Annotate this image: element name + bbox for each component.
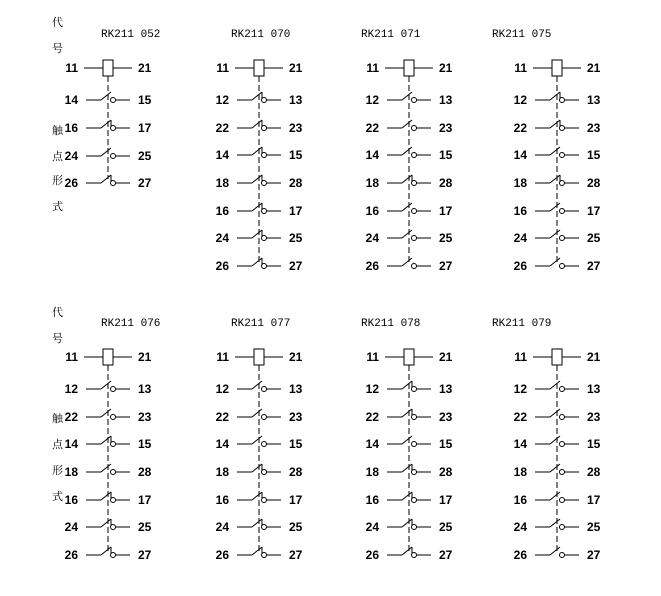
side-label-char: 号 [52, 332, 63, 345]
contact-blade [402, 147, 412, 155]
contact-terminal [560, 553, 565, 558]
contact-terminal [111, 415, 116, 420]
terminal-label: 17 [587, 204, 601, 218]
side-label-char: 形 [52, 464, 63, 477]
terminal-label: 14 [215, 437, 229, 451]
terminal-label: 26 [215, 259, 229, 273]
coil-symbol [254, 349, 264, 365]
terminal-label: 17 [138, 121, 152, 135]
terminal-label: 16 [513, 204, 527, 218]
contact-blade [252, 258, 262, 266]
side-label-char: 式 [52, 490, 63, 503]
terminal-label: 15 [439, 437, 453, 451]
terminal-label: 21 [587, 61, 601, 75]
contact-blade [402, 92, 412, 100]
terminal-label: 18 [215, 465, 229, 479]
terminal-label: 12 [513, 382, 527, 396]
contact-blade [550, 92, 560, 100]
terminal-label: 27 [587, 548, 601, 562]
contact-terminal [560, 498, 565, 503]
contact-terminal [111, 154, 116, 159]
terminal-label: 14 [513, 148, 527, 162]
terminal-label: 25 [289, 520, 303, 534]
terminal-label: 24 [215, 520, 229, 534]
group-title: RK211 079 [492, 318, 552, 330]
terminal-label: 18 [513, 465, 527, 479]
contact-blade [101, 381, 111, 389]
contact-blade [101, 148, 111, 156]
terminal-label: 22 [215, 121, 229, 135]
side-label-char: 触 [52, 412, 63, 425]
terminal-label: 11 [216, 350, 229, 364]
terminal-label: 17 [289, 493, 303, 507]
contact-blade [101, 409, 111, 417]
terminal-label: 25 [289, 231, 303, 245]
terminal-label: 13 [587, 93, 601, 107]
terminal-label: 22 [64, 410, 78, 424]
contact-blade [550, 203, 560, 211]
contact-blade [252, 92, 262, 100]
terminal-label: 28 [587, 465, 601, 479]
terminal-label: 15 [587, 437, 601, 451]
terminal-label: 12 [215, 93, 229, 107]
coil-symbol [254, 60, 264, 76]
terminal-label: 22 [365, 410, 379, 424]
terminal-label: 15 [587, 148, 601, 162]
terminal-label: 15 [138, 93, 152, 107]
terminal-label: 24 [215, 231, 229, 245]
contact-blade [550, 175, 560, 183]
terminal-label: 16 [215, 204, 229, 218]
terminal-label: 27 [439, 548, 453, 562]
terminal-label: 21 [138, 61, 152, 75]
coil-symbol [103, 60, 113, 76]
terminal-label: 24 [64, 149, 78, 163]
contact-blade [402, 381, 412, 389]
terminal-label: 23 [587, 410, 601, 424]
contact-blade [101, 175, 111, 183]
contact-blade [252, 147, 262, 155]
side-label-char: 点 [52, 438, 63, 451]
terminal-label: 25 [439, 231, 453, 245]
terminal-label: 23 [138, 410, 152, 424]
terminal-label: 26 [215, 548, 229, 562]
terminal-label: 13 [439, 382, 453, 396]
side-label-char: 形 [52, 174, 63, 187]
terminal-label: 11 [514, 61, 527, 75]
terminal-label: 18 [513, 176, 527, 190]
contact-blade [101, 120, 111, 128]
terminal-label: 24 [365, 231, 379, 245]
side-label-char: 式 [52, 200, 63, 213]
terminal-label: 25 [587, 520, 601, 534]
terminal-label: 21 [289, 61, 303, 75]
side-label-char: 点 [52, 150, 63, 163]
side-label-char: 号 [52, 42, 63, 55]
terminal-label: 25 [439, 520, 453, 534]
contact-terminal [412, 98, 417, 103]
terminal-label: 22 [513, 410, 527, 424]
contact-terminal [560, 525, 565, 530]
contact-blade [550, 547, 560, 555]
terminal-label: 27 [439, 259, 453, 273]
contact-blade [550, 464, 560, 472]
contact-blade [402, 492, 412, 500]
contact-terminal [412, 126, 417, 131]
terminal-label: 26 [64, 548, 78, 562]
terminal-label: 11 [366, 61, 379, 75]
terminal-label: 13 [289, 382, 303, 396]
terminal-label: 26 [365, 259, 379, 273]
terminal-label: 12 [64, 382, 78, 396]
contact-blade [402, 464, 412, 472]
terminal-label: 24 [513, 231, 527, 245]
group-title: RK211 077 [231, 318, 291, 330]
coil-symbol [404, 349, 414, 365]
contact-blade [402, 547, 412, 555]
terminal-label: 17 [138, 493, 152, 507]
terminal-label: 28 [439, 176, 453, 190]
contact-terminal [412, 153, 417, 158]
contact-blade [550, 258, 560, 266]
terminal-label: 28 [289, 176, 303, 190]
terminal-label: 15 [138, 437, 152, 451]
terminal-label: 11 [65, 350, 78, 364]
contact-blade [252, 519, 262, 527]
terminal-label: 17 [289, 204, 303, 218]
contact-blade [550, 147, 560, 155]
terminal-label: 28 [138, 465, 152, 479]
terminal-label: 16 [64, 121, 78, 135]
terminal-label: 25 [138, 149, 152, 163]
terminal-label: 26 [365, 548, 379, 562]
contact-blade [550, 230, 560, 238]
group-title: RK211 076 [101, 318, 161, 330]
terminal-label: 25 [138, 520, 152, 534]
contact-blade [550, 381, 560, 389]
terminal-label: 21 [439, 61, 453, 75]
terminal-label: 27 [587, 259, 601, 273]
terminal-label: 27 [138, 176, 152, 190]
terminal-label: 16 [365, 493, 379, 507]
contact-terminal [262, 442, 267, 447]
terminal-label: 14 [365, 148, 379, 162]
contact-terminal [560, 442, 565, 447]
terminal-label: 14 [365, 437, 379, 451]
terminal-label: 24 [64, 520, 78, 534]
terminal-label: 15 [289, 148, 303, 162]
terminal-label: 22 [365, 121, 379, 135]
terminal-label: 23 [587, 121, 601, 135]
terminal-label: 16 [513, 493, 527, 507]
group-title: RK211 071 [361, 29, 421, 41]
contact-terminal [560, 236, 565, 241]
contact-blade [402, 230, 412, 238]
side-label-char: 代 [52, 306, 63, 319]
terminal-label: 16 [365, 204, 379, 218]
terminal-label: 24 [365, 520, 379, 534]
group-title: RK211 070 [231, 29, 291, 41]
terminal-label: 22 [215, 410, 229, 424]
side-label-char: 触 [52, 124, 63, 137]
terminal-label: 14 [215, 148, 229, 162]
contact-terminal [560, 470, 565, 475]
terminal-label: 13 [587, 382, 601, 396]
contact-terminal [412, 442, 417, 447]
terminal-label: 26 [513, 548, 527, 562]
contact-terminal [111, 470, 116, 475]
terminal-label: 28 [439, 465, 453, 479]
contact-blade [550, 409, 560, 417]
terminal-label: 18 [64, 465, 78, 479]
contact-blade [252, 464, 262, 472]
coil-symbol [552, 349, 562, 365]
contact-blade [101, 547, 111, 555]
terminal-label: 11 [65, 61, 78, 75]
terminal-label: 13 [289, 93, 303, 107]
terminal-label: 28 [289, 465, 303, 479]
terminal-label: 21 [289, 350, 303, 364]
terminal-label: 11 [366, 350, 379, 364]
terminal-label: 12 [215, 382, 229, 396]
contact-blade [402, 519, 412, 527]
contact-blade [252, 409, 262, 417]
terminal-label: 11 [216, 61, 229, 75]
group-title: RK211 078 [361, 318, 421, 330]
terminal-label: 22 [513, 121, 527, 135]
contact-terminal [412, 236, 417, 241]
terminal-label: 21 [587, 350, 601, 364]
contact-blade [101, 92, 111, 100]
terminal-label: 11 [514, 350, 527, 364]
contact-blade [402, 175, 412, 183]
contact-terminal [111, 387, 116, 392]
contact-terminal [262, 387, 267, 392]
group-title: RK211 052 [101, 29, 161, 41]
contact-blade [101, 436, 111, 444]
contact-terminal [560, 415, 565, 420]
contact-blade [402, 409, 412, 417]
contact-terminal [412, 209, 417, 214]
terminal-label: 18 [365, 465, 379, 479]
coil-symbol [552, 60, 562, 76]
terminal-label: 12 [513, 93, 527, 107]
contact-blade [402, 436, 412, 444]
contact-terminal [262, 415, 267, 420]
contact-blade [252, 547, 262, 555]
terminal-label: 16 [64, 493, 78, 507]
contact-blade [252, 436, 262, 444]
contact-terminal [560, 209, 565, 214]
terminal-label: 27 [138, 548, 152, 562]
terminal-label: 27 [289, 259, 303, 273]
contact-terminal [560, 264, 565, 269]
terminal-label: 27 [289, 548, 303, 562]
terminal-label: 16 [215, 493, 229, 507]
contact-blade [550, 519, 560, 527]
contact-blade [101, 492, 111, 500]
terminal-label: 23 [439, 410, 453, 424]
contact-blade [252, 203, 262, 211]
terminal-label: 26 [64, 176, 78, 190]
terminal-label: 18 [365, 176, 379, 190]
terminal-label: 18 [215, 176, 229, 190]
terminal-label: 17 [587, 493, 601, 507]
contact-blade [101, 519, 111, 527]
terminal-label: 12 [365, 93, 379, 107]
terminal-label: 12 [365, 382, 379, 396]
terminal-label: 13 [439, 93, 453, 107]
contact-terminal [560, 153, 565, 158]
contact-blade [252, 492, 262, 500]
contact-terminal [412, 264, 417, 269]
terminal-label: 25 [587, 231, 601, 245]
side-label-char: 代 [52, 16, 63, 29]
contact-blade [402, 120, 412, 128]
contact-blade [402, 203, 412, 211]
terminal-label: 14 [64, 93, 78, 107]
coil-symbol [103, 349, 113, 365]
contact-blade [550, 120, 560, 128]
terminal-label: 13 [138, 382, 152, 396]
contact-blade [252, 230, 262, 238]
terminal-label: 15 [289, 437, 303, 451]
terminal-label: 23 [439, 121, 453, 135]
contact-terminal [560, 387, 565, 392]
contact-blade [252, 120, 262, 128]
group-title: RK211 075 [492, 29, 552, 41]
contact-blade [101, 464, 111, 472]
terminal-label: 26 [513, 259, 527, 273]
terminal-label: 17 [439, 493, 453, 507]
terminal-label: 14 [64, 437, 78, 451]
terminal-label: 17 [439, 204, 453, 218]
terminal-label: 14 [513, 437, 527, 451]
terminal-label: 23 [289, 121, 303, 135]
terminal-label: 24 [513, 520, 527, 534]
contact-terminal [111, 98, 116, 103]
contact-blade [550, 436, 560, 444]
terminal-label: 23 [289, 410, 303, 424]
terminal-label: 21 [439, 350, 453, 364]
terminal-label: 15 [439, 148, 453, 162]
contact-blade [402, 258, 412, 266]
contact-blade [252, 381, 262, 389]
terminal-label: 28 [587, 176, 601, 190]
coil-symbol [404, 60, 414, 76]
contact-blade [252, 175, 262, 183]
terminal-label: 21 [138, 350, 152, 364]
contact-blade [550, 492, 560, 500]
